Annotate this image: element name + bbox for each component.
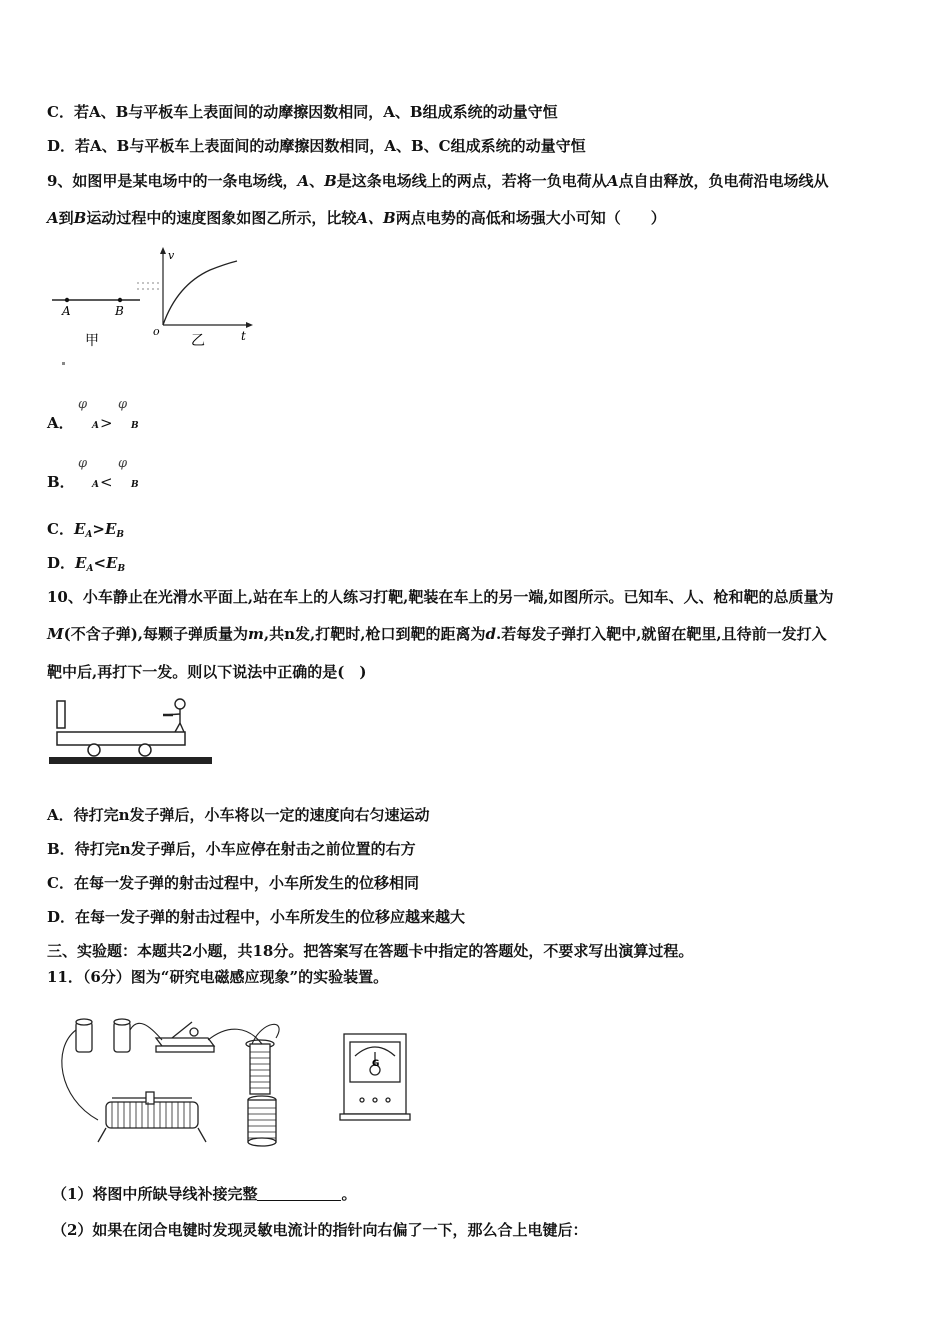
secondary-coil [248,1096,276,1146]
primary-coil [246,1040,274,1094]
answer-blank[interactable] [257,1186,341,1201]
text: .若每发子弹打入靶中,就留在靶里,且待前一发打入 [495,625,827,643]
point-b: B [324,172,337,190]
option-label: A． [47,806,74,824]
rheostat [98,1092,206,1142]
q11-sub2 [52,1220,587,1240]
ground [49,757,212,764]
text: 11．（6分）图为“研究电磁感应现象”的实验装置。 [47,968,389,986]
points-ab: A、B [356,209,396,227]
option-label: D． [47,908,76,926]
option-label: D． [47,137,76,155]
phi-symbol: φ [78,397,88,412]
distance-symbol: d [485,625,496,643]
q10-stem-line3 [47,662,366,682]
greater-than: > [100,414,113,432]
option-text: 待打完n发子弹后，小车将以一定的速度向右匀速运动 [73,806,430,824]
text: 、 [309,172,325,190]
figure-yi-label: 乙 [191,333,205,349]
text: 三、实验题：本题共2小题，共18分。把答案写在答题卡中指定的答题处，不要求写出演算过程。 [47,942,694,960]
q10-option-a [47,805,430,825]
q10-stem-line2 [47,624,827,644]
point-a: A [47,209,59,227]
cart-body [57,732,185,745]
galvanometer [340,1034,410,1120]
mass-symbol: m [248,625,264,643]
q9-stem-line1 [47,171,828,191]
person-with-gun [163,699,185,732]
q10-option-d [47,907,465,927]
section-3-heading [47,941,693,961]
q10-cart-figure [45,695,220,770]
point-b-dot [118,298,122,302]
text: 。 [341,1185,357,1203]
q11-title [47,967,388,987]
velocity-time-graph [137,247,253,349]
q10-stem-line1 [47,587,834,607]
greater-than: > [92,520,105,538]
subscript-b: B [117,564,126,574]
q8-option-c [47,102,558,122]
option-label: C． [47,874,74,892]
point-a-dot [65,298,69,302]
phi-sub-b: B [131,480,139,490]
option-text: 若A、B与平板车上表面间的动摩擦因数相同，A、B组成系统的动量守恒 [73,103,558,121]
option-label: B． [47,473,75,491]
mass-symbol: M [47,625,64,643]
option-text: 待打完n发子弹后，小车应停在射击之前位置的右方 [74,840,416,858]
text: 运动过程中的速度图象如图乙所示，比较 [86,209,357,227]
text: 10、小车静止在光滑水平面上,站在车上的人练习打靶,靶装在车上的另一端,如图所示。已知车、人、枪和靶的总质量为 [47,588,834,606]
point-a: A [606,172,619,190]
field-line-diagram [52,298,140,349]
v-axis-arrow [160,247,166,254]
v-axis-label: v [168,249,175,262]
field-e: E [106,554,118,572]
text: 到 [58,209,74,227]
q10-option-b [47,839,416,859]
q9-option-a [47,413,74,433]
field-e: E [73,520,86,538]
text: 是这条电场线上的两点，若将一负电荷从 [336,172,607,190]
velocity-curve [163,261,237,325]
text: 靶中后,再打下一发。则以下说法中正确的是( ) [47,663,367,681]
option-label: A． [47,414,74,432]
q9-stem-line2 [47,208,666,228]
q8-option-d [47,136,586,156]
option-label: B． [47,840,75,858]
field-e: E [75,554,87,572]
q9-figure [45,245,265,370]
text: 两点电势的高低和场强大小可知（ ） [395,209,666,227]
subscript-b: B [116,530,124,540]
phi-symbol: φ [78,456,88,471]
option-text: 在每一发子弹的射击过程中，小车所发生的位移相同 [73,874,419,892]
phi-symbol: φ [118,397,128,412]
text: 9、如图甲是某电场中的一条电场线， [47,172,298,190]
phi-sub-a: A [92,421,99,431]
cart-wheel [139,744,151,756]
cart-wheel [88,744,100,756]
phi-symbol: φ [118,456,128,471]
text: ,共n发,打靶时,枪口到靶的距离为 [263,625,486,643]
less-than: < [100,473,113,491]
figure-jia-label: 甲 [85,333,99,349]
field-e: E [104,520,117,538]
galvanometer-label: G [372,1059,380,1069]
point-a: A [297,172,310,190]
q9-option-d [47,553,125,579]
q9-option-b [47,472,75,492]
option-label: C． [47,103,74,121]
phi-sub-b: B [131,421,139,431]
option-text: 在每一发子弹的射击过程中，小车所发生的位移应越来越大 [75,908,466,926]
t-axis-arrow [246,322,253,328]
option-label: D． [47,554,76,572]
subscript-a: A [85,530,93,540]
text: 点自由释放，负电荷沿电场线从 [618,172,829,190]
text: （1）将图中所缺导线补接完整 [52,1185,258,1203]
point-b-label: B [115,304,124,318]
target [57,701,65,728]
stray-dot [62,362,65,365]
origin-label: o [153,325,160,338]
battery [76,1019,130,1052]
q11-sub1 [52,1184,356,1204]
option-text: 若A、B与平板车上表面间的动摩擦因数相同，A、B、C组成系统的动量守恒 [75,137,586,155]
option-label: C． [47,520,74,538]
text: （2）如果在闭合电键时发现灵敏电流计的指针向右偏了一下，那么合上电键后： [52,1221,588,1239]
less-than: < [93,554,107,572]
phi-sub-a: A [92,480,99,490]
switch [156,1022,214,1052]
point-a-label: A [62,304,71,318]
subscript-a: A [86,564,94,574]
q11-apparatus-figure [52,1008,427,1156]
text: (不含子弹),每颗子弹质量为 [63,625,249,643]
q10-option-c [47,873,419,893]
q9-option-c [47,519,124,545]
point-b: B [73,209,87,227]
t-axis-label: t [241,329,246,343]
